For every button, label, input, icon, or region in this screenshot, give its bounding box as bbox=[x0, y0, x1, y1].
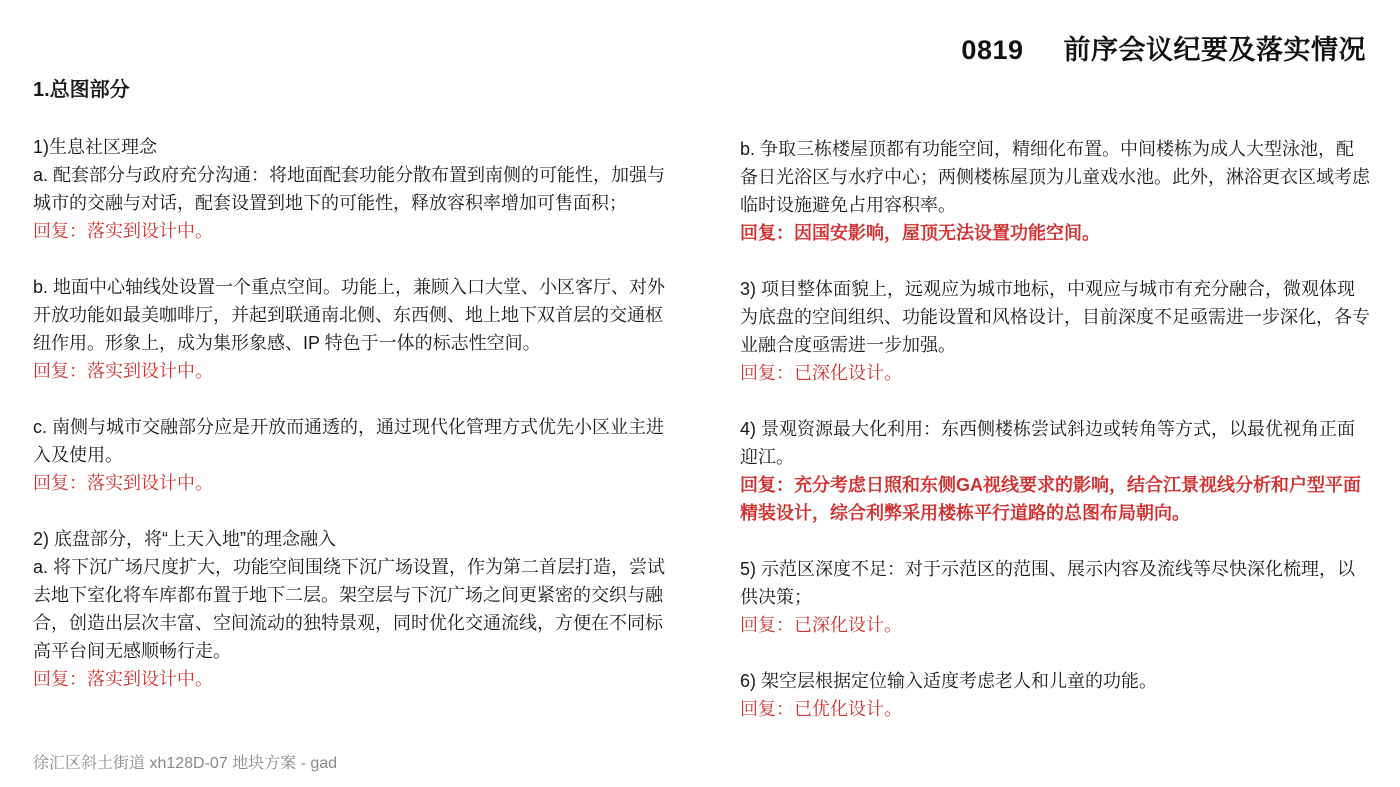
item-reply: 回复：因国安影响，屋顶无法设置功能空间。 bbox=[740, 223, 1100, 243]
item-1b bbox=[33, 273, 673, 385]
item-text: 5) 示范区深度不足：对于示范区的范围、展示内容及流线等尽快深化梳理，以供决策； bbox=[740, 559, 1356, 607]
right-column bbox=[740, 135, 1370, 751]
item-text: b. 地面中心轴线处设置一个重点空间。功能上，兼顾入口大堂、小区客厅、对外开放功能如最美咖啡厅，并起到联通南北侧、东西侧、地上地下双首层的交通枢纽作用。形象上，成为集形象感、IP 特色于一体的标志性空间。 bbox=[33, 277, 666, 353]
page-title bbox=[961, 28, 1366, 67]
item-subheading: 1)生息社区理念 bbox=[33, 137, 158, 157]
item-text: 6) 架空层根据定位输入适度考虑老人和儿童的功能。 bbox=[740, 671, 1158, 691]
item-2b bbox=[740, 135, 1370, 247]
item-reply: 回复：充分考虑日照和东侧GA视线要求的影响，结合江景视线分析和户型平面精装设计，综合利弊采用楼栋平行道路的总图布局朝向。 bbox=[740, 475, 1361, 523]
item-reply: 回复：已深化设计。 bbox=[740, 363, 902, 383]
item-3 bbox=[740, 275, 1370, 387]
section-heading: 1.总图部分 bbox=[33, 79, 130, 101]
item-4 bbox=[740, 415, 1370, 527]
item-5 bbox=[740, 555, 1370, 639]
item-text: 4) 景观资源最大化利用：东西侧楼栋尝试斜边或转角等方式，以最优视角正面迎江。 bbox=[740, 419, 1356, 467]
item-reply: 回复：已深化设计。 bbox=[740, 615, 902, 635]
item-1a bbox=[33, 133, 673, 245]
footer-caption: 徐汇区斜土街道 xh128D-07 地块方案 - gad bbox=[33, 755, 338, 772]
left-column bbox=[33, 75, 673, 721]
title-text: 前序会议纪要及落实情况 bbox=[1063, 35, 1366, 65]
item-subheading: 2) 底盘部分，将“上天入地”的理念融入 bbox=[33, 529, 336, 549]
item-reply: 回复：落实到设计中。 bbox=[33, 221, 213, 241]
item-1c bbox=[33, 413, 673, 497]
item-reply: 回复：已优化设计。 bbox=[740, 699, 902, 719]
meeting-code: 0819 bbox=[961, 35, 1024, 65]
item-reply: 回复：落实到设计中。 bbox=[33, 361, 213, 381]
item-2a bbox=[33, 525, 673, 693]
item-6 bbox=[740, 667, 1370, 723]
item-text: c. 南侧与城市交融部分应是开放而通透的，通过现代化管理方式优先小区业主进入及使用。 bbox=[33, 417, 664, 465]
item-reply: 回复：落实到设计中。 bbox=[33, 473, 213, 493]
item-reply: 回复：落实到设计中。 bbox=[33, 669, 213, 689]
item-text: 3) 项目整体面貌上，远观应为城市地标，中观应与城市有充分融合，微观体现为底盘的空间组织、功能设置和风格设计，目前深度不足亟需进一步深化，各专业融合度亟需进一步加强。 bbox=[740, 279, 1370, 355]
item-text: b. 争取三栋楼屋顶都有功能空间，精细化布置。中间楼栋为成人大型泳池，配备日光浴区与水疗中心；两侧楼栋屋顶为儿童戏水池。此外，淋浴更衣区域考虑临时设施避免占用容积率。 bbox=[740, 139, 1370, 215]
item-text: a. 将下沉广场尺度扩大，功能空间围绕下沉广场设置，作为第二首层打造，尝试去地下室化将车库都布置于地下二层。架空层与下沉广场之间更紧密的交织与融合，创造出层次丰富、空间流动的独特景观，同时优化交通流线，方便在不同标高平台间无感顺畅行走。 bbox=[33, 557, 666, 661]
item-text: a. 配套部分与政府充分沟通：将地面配套功能分散布置到南侧的可能性，加强与城市的交融与对话，配套设置到地下的可能性，释放容积率增加可售面积； bbox=[33, 165, 666, 213]
